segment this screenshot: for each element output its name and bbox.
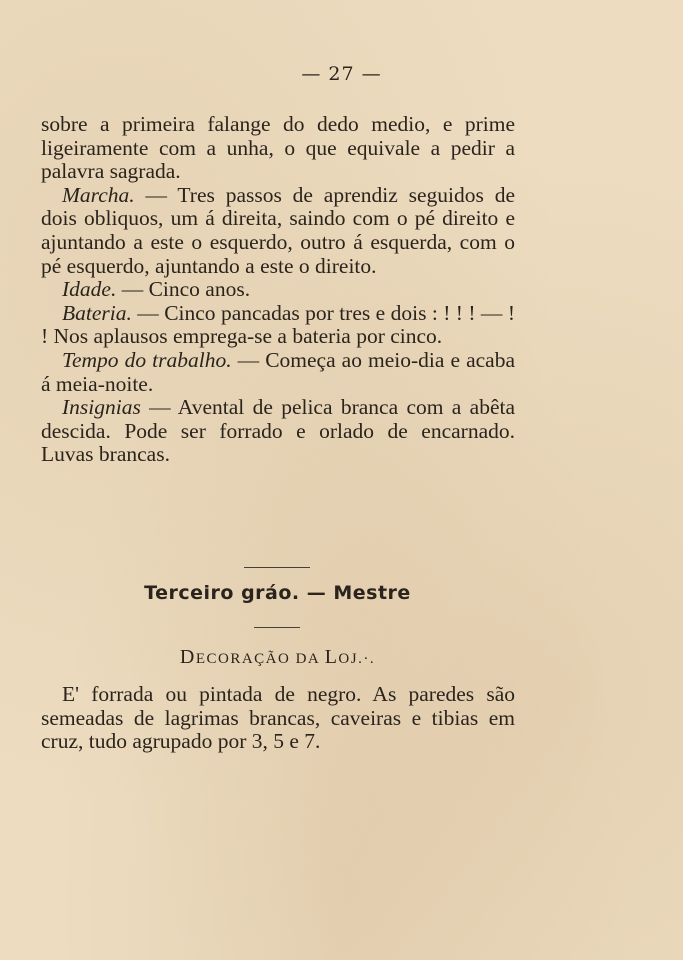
subheading [0,646,555,669]
section-heading: Terceiro gráo. — Mestre [144,582,411,604]
label-tempo: Tempo do trabalho. [62,347,232,372]
text-marcha: — Tres passos de aprendiz seguidos de dois obliquos, um á direita, saindo com o pé direito e ajuntando a este o esquerdo, outro á esquerda, com o pé esquerdo, ajuntando a este o direito. [41,182,515,278]
paragraph-bateria [41,302,515,349]
paragraph-continuation: sobre a primeira falange do dedo medio, e prime ligeiramente com a unha, o que equivale a pedir a palavra sagrada. [41,112,515,184]
label-insignias: Insignias [62,395,141,420]
paragraph-marcha [41,184,515,278]
paragraph-insignias [41,396,515,467]
text-block-lower [41,683,515,754]
subheading-initial: D [179,646,196,668]
subheading-initial-2: L [324,646,339,668]
subheading-smallcaps: ECORAÇÃO DA [195,651,325,667]
paragraph-idade [41,278,515,302]
divider-bottom [254,627,300,628]
paragraph-tempo [41,349,515,396]
divider-top [244,567,310,568]
text-insignias: — Avental de pelica branca com a abêta descida. Pode ser forrado e orlado de encarnado. Luvas brancas. [41,395,515,467]
text-tempo: — Começa ao meio-dia e acaba á meia-noite. [41,347,515,396]
label-bateria: Bateria. [62,300,132,325]
subheading-smallcaps-2: OJ.·. [338,651,376,667]
paragraph-decoracao: E' forrada ou pintada de negro. As paredes são semeadas de lagrimas brancas, caveiras e tibias em cruz, tudo agrupado por 3, 5 e 7. [41,682,515,754]
page-number: — 27 — [301,63,382,85]
text-bateria: — Cinco pancadas por tres e dois : ! ! ! — ! ! Nos aplausos emprega-se a bateria por cinco. [41,300,515,349]
label-idade: Idade. [62,277,117,302]
text-block-upper [41,113,515,467]
text-idade: — Cinco anos. [116,277,251,302]
label-marcha: Marcha. [62,182,135,207]
